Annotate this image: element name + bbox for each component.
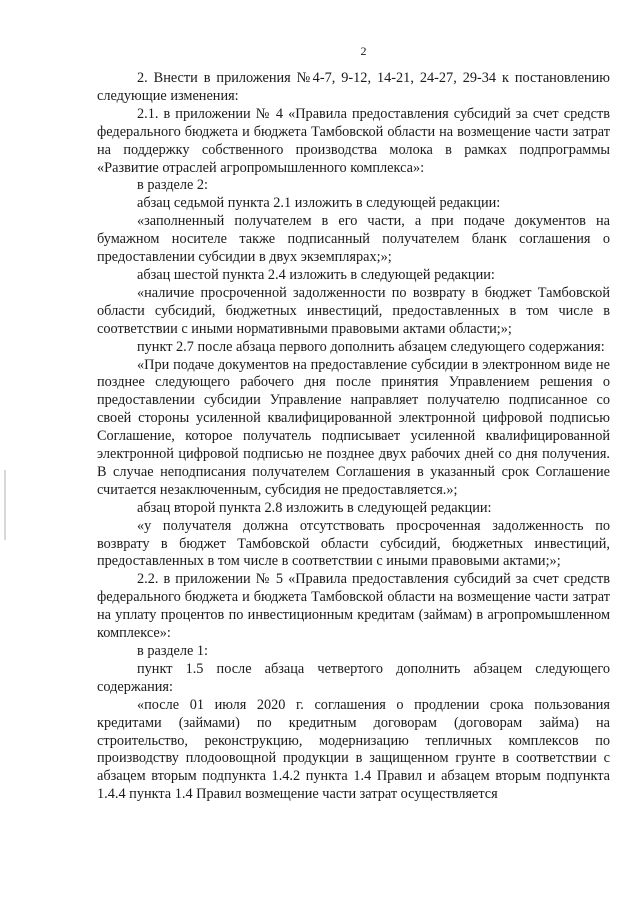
document-body xyxy=(97,70,610,804)
paragraph: 2.1. в приложении № 4 «Правила предоставления субсидий за счет средств федерального бюджета и бюджета Тамбовской области на возмещение части затрат на поддержку собственного производства молока в рамках подпрограммы «Развитие отраслей агропромышленного комплекса»: xyxy=(97,105,610,176)
paragraph: «При подаче документов на предоставление субсидии в электронном виде не позднее следующего рабочего дня после принятия Управлением решения о предоставлении субсидии Управление направляет получателю подписанное со своей стороны усиленной квалифицированной электронной цифровой подписью Соглашение, которое получатель подписывает усиленной квалифицированной электронной цифровой подписью не позднее двух рабочих дней со дня получения. В случае неподписания получателем Соглашения в указанный срок Соглашение считается незаключенным, субсидия не предоставляется.»; xyxy=(97,356,610,498)
page-number: 2 xyxy=(360,44,367,58)
paragraph: «заполненный получателем в его части, а при подаче документов на бумажном носителе также подписанный получателем бланк соглашения о предоставлении субсидии в двух экземплярах;»; xyxy=(97,213,610,266)
paragraph: 2. Внести в приложения №4-7, 9-12, 14-21, 24-27, 29-34 к постановлению следующие изменения: xyxy=(97,70,610,104)
paragraph: «после 01 июля 2020 г. соглашения о продлении срока пользования кредитами (займами) по кредитным договорам (договорам займа) на строительство, реконструкцию, модернизацию тепличных комплексов по производству плодоовощной продукции в защищенном грунте в соответствии с абзацем вторым подпункта 1.4.2 пункта 1.4 Правил и абзацем вторым подпункта 1.4.4 пункта 1.4 Правил возмещение части затрат осуществляется xyxy=(97,696,610,803)
paragraph: 2.2. в приложении № 5 «Правила предоставления субсидий за счет средств федерального бюджета и бюджета Тамбовской области на возмещение части затрат на уплату процентов по инвестиционным кредитам (займам) в агропромышленном комплексе»: xyxy=(97,571,610,642)
paragraph: абзац второй пункта 2.8 изложить в следующей редакции: xyxy=(137,499,492,516)
paragraph: в разделе 1: xyxy=(137,643,209,659)
paragraph: «у получателя должна отсутствовать просроченная задолженность по возврату в бюджет Тамбовской области субсидий, бюджетных инвестиций, предоставленных в том числе в соответствии с иными правовыми актами;»; xyxy=(97,517,610,570)
paragraph: пункт 2.7 после абзаца первого дополнить абзацем следующего содержания: xyxy=(137,338,605,355)
paragraph: «наличие просроченной задолженности по возврату в бюджет Тамбовской области субсидий, бюджетных инвестиций, предоставленных в том числе в соответствии с иными нормативными правовыми актами области;»; xyxy=(97,284,610,337)
paragraph: абзац шестой пункта 2.4 изложить в следующей редакции: xyxy=(137,266,495,283)
paragraph: пункт 1.5 после абзаца четвертого дополнить абзацем следующего содержания: xyxy=(97,660,610,695)
paragraph: в разделе 2: xyxy=(137,177,209,194)
paragraph: абзац седьмой пункта 2.1 изложить в следующей редакции: xyxy=(137,195,501,212)
scan-margin-mark xyxy=(4,470,6,540)
